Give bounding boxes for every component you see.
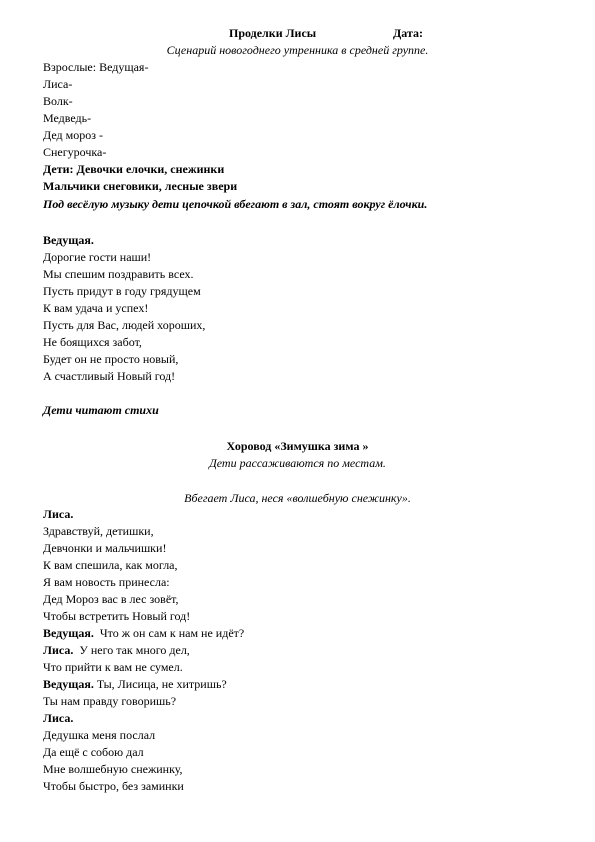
dialog-host-1: [43, 625, 244, 641]
fox-line-2: Да ещё с собою дал: [43, 745, 144, 759]
host-line: Дорогие гости наши!: [43, 250, 152, 264]
cast-wolf: Волк-: [43, 94, 73, 108]
fox-line: Я вам новость принесла:: [43, 575, 170, 589]
dialog-host-2-text: Ты, Лисица, не хитришь?: [96, 677, 227, 691]
fox-entrance-direction: Вбегает Лиса, неся «волшебную снежинку».: [184, 491, 411, 505]
dialog-host-1-speaker: Ведущая.: [43, 626, 94, 640]
cast-fox: Лиса-: [43, 77, 73, 91]
fox-line: Чтобы встретить Новый год!: [43, 609, 191, 623]
dance-direction: Дети рассаживаются по местам.: [209, 456, 386, 470]
fox-line-2: Мне волшебную снежинку,: [43, 762, 183, 776]
fox-line: Девчонки и мальчишки!: [43, 541, 167, 555]
dialog-host-2-line2: Ты нам правду говоришь?: [43, 694, 177, 708]
host-line: К вам удача и успех!: [43, 301, 149, 315]
host-line: А счастливый Новый год!: [43, 369, 176, 383]
cast-bear: Медведь-: [43, 111, 92, 125]
dialog-host-2-speaker: Ведущая.: [43, 677, 94, 691]
dance-title: Хоровод «Зимушка зима »: [226, 439, 369, 453]
cast-snow-maiden: Снегурочка-: [43, 145, 107, 159]
fox-line: Дед Мороз вас в лес зовёт,: [43, 592, 179, 606]
dialog-fox-1-speaker: Лиса.: [43, 643, 74, 657]
page-subtitle: Сценарий новогоднего утренника в средней группе.: [166, 43, 429, 57]
cast-children-line: [43, 161, 224, 177]
cast-children-boys: Мальчики снеговики, лесные звери: [43, 179, 238, 193]
host-speaker: Ведущая.: [43, 233, 94, 247]
cast-children-label: Дети:: [43, 162, 74, 176]
dialog-host-1-text: Что ж он сам к нам не идёт?: [99, 626, 245, 640]
fox-line-2: Чтобы быстро, без заминки: [43, 779, 184, 793]
kids-read-poems: Дети читают стихи: [43, 403, 159, 417]
dialog-fox-1: [43, 642, 190, 658]
fox-line-2: Дедушка меня послал: [43, 728, 156, 742]
cast-santa: Дед мороз -: [43, 128, 103, 142]
fox-line: Здравствуй, детишки,: [43, 524, 154, 538]
host-line: Мы спешим поздравить всех.: [43, 267, 194, 281]
fox-speaker: Лиса.: [43, 507, 74, 521]
date-label: Дата:: [393, 26, 423, 40]
dialog-fox-1-text: У него так много дел,: [79, 643, 190, 657]
cast-children-girls: Девочки елочки, снежинки: [76, 162, 225, 176]
host-line: Не боящихся забот,: [43, 335, 142, 349]
fox-speaker-2: Лиса.: [43, 711, 74, 725]
host-line: Пусть для Вас, людей хороших,: [43, 318, 206, 332]
dialog-fox-1-line2: Что прийти к вам не сумел.: [43, 660, 183, 674]
cast-adults-line: Взрослые: Ведущая-: [43, 60, 149, 74]
host-line: Пусть придут в году грядущем: [43, 284, 201, 298]
intro-stage-direction: Под весёлую музыку дети цепочкой вбегают в зал, стоят вокруг ёлочки.: [43, 197, 428, 211]
dialog-host-2: [43, 676, 227, 692]
fox-line: К вам спешила, как могла,: [43, 558, 178, 572]
host-line: Будет он не просто новый,: [43, 352, 179, 366]
page-title: Проделки Лисы: [229, 26, 317, 40]
